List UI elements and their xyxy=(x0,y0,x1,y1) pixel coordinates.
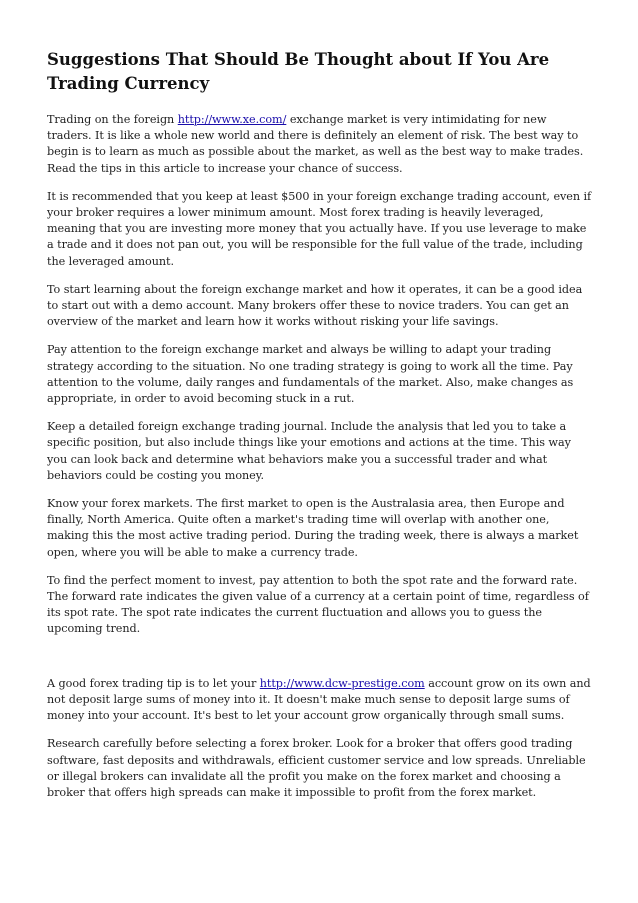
paragraph-text: account grow on its own and not deposit large sums of money into it. It doesn't make much sense to deposit large sums of money into your account. It's best to let your account grow organically through small sums. xyxy=(47,676,591,723)
paragraph-adapt-strategy: Pay attention to the foreign exchange market and always be willing to adapt your trading strategy according to the situation. No one trading strategy is going to work all the time. Pay attention to the volume, daily ranges and fundamentals of the market. Also, make changes as appropriate, in order to avoid becoming stuck in a rut. xyxy=(47,343,574,406)
paragraph-text: A good forex trading tip is to let your xyxy=(47,676,260,690)
paragraph-trading-journal: Keep a detailed foreign exchange trading journal. Include the analysis that led you to take a specific position, but also include things like your emotions and actions at the time. This way you can look back and determine what behaviors make you a successful trader and what behaviors could be costing you money. xyxy=(47,420,571,482)
paragraph-text: exchange market is very intimidating for new traders. It is like a whole new world and there is definitely an element of risk. The best way to begin is to learn as much as possible about the market, as well as the best way to make trades. Read the tips in this article to increase your chance of success. xyxy=(47,113,584,175)
paragraph-minimum-balance: It is recommended that you keep at least $500 in your foreign exchange trading account, even if your broker requires a lower minimum amount. Most forex trading is heavily leveraged, meaning that you are investing more money that you actually have. If you use leverage to make a trade and it does not pan out, you will be responsible for the full value of the trade, including the leveraged amount. xyxy=(47,189,592,268)
paragraph-account-growth xyxy=(47,676,592,725)
paragraph-know-markets: Know your forex markets. The first market to open is the Australasia area, then Europe and finally, North America. Quite often a market's trading time will overlap with another one, making this the most active trading period. During the trading week, there is always a market open, where you will be able to make a currency trade. xyxy=(47,497,579,559)
paragraph-select-broker: Research carefully before selecting a forex broker. Look for a broker that offers good trading software, fast deposits and withdrawals, efficient customer service and low spreads. Unreliable or illegal brokers can invalidate all the profit you make on the forex market and choosing a broker that offers high spreads can make it impossible to profit from the forex market. xyxy=(47,737,586,799)
paragraph-text: Trading on the foreign xyxy=(47,113,178,126)
document-title: Suggestions That Should Be Thought about If You Are Trading Currency xyxy=(47,50,550,93)
paragraph-demo-account: To start learning about the foreign exchange market and how it operates, it can be a good idea to start out with a demo account. Many brokers offer these to novice traders. You can get an overview of the market and learn how it works without risking your life savings. xyxy=(47,282,583,329)
paragraph-intro xyxy=(47,112,592,177)
xe-link[interactable]: http://www.xe.com/ xyxy=(177,113,287,126)
document-page xyxy=(47,48,592,813)
dcw-prestige-link[interactable]: http://www.dcw-prestige.com xyxy=(259,676,425,690)
paragraph-spot-forward-rate: To find the perfect moment to invest, pay attention to both the spot rate and the forward rate. The forward rate indicates the given value of a currency at a certain point of time, regardless of its spot rate. The spot rate indicates the current fluctuation and allows you to guess the upcoming trend. xyxy=(47,573,589,636)
